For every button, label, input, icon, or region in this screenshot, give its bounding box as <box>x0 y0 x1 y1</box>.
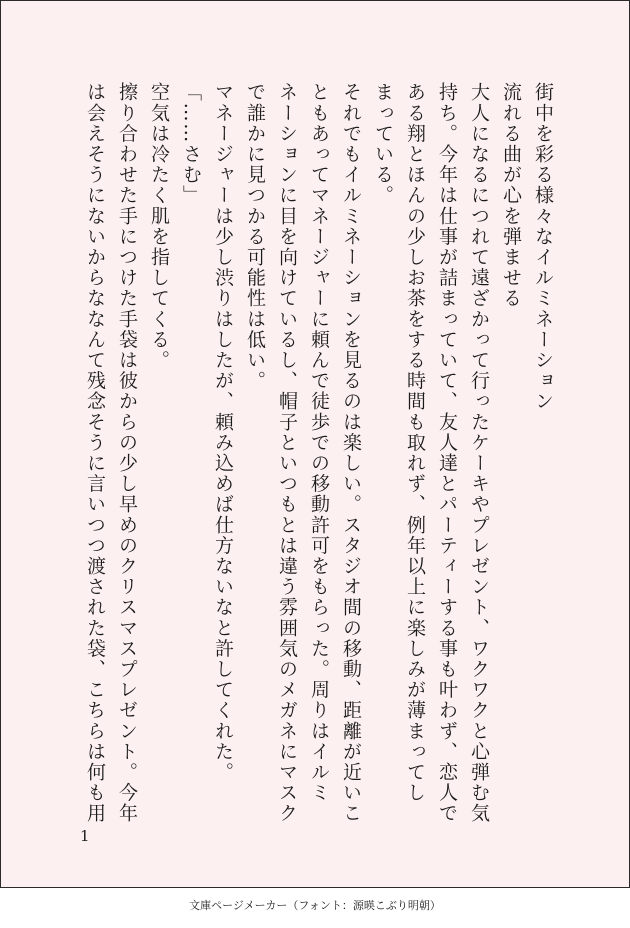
text-line: 空気は冷たく肌を指してくる。 <box>148 82 170 371</box>
text-line: 擦り合わせた手につけた手袋は彼からの少し早めのクリスマスプレゼント。今年 <box>116 82 138 824</box>
text-line: それでもイルミネーションを見るのは楽しい。スタジオ間の移動、距離が近いこ <box>340 82 362 824</box>
text-line: 街中を彩る様々なイルミネーション <box>532 82 554 412</box>
text-line: 大人になるにつれて遠ざかって行ったケーキやプレゼント、ワクワクと心弾む気 <box>468 82 490 824</box>
text-line: ネーションに目を向けているし、帽子といつもとは違う雰囲気のメガネにマスク <box>276 82 298 824</box>
vertical-text-body <box>79 82 559 822</box>
text-line: で誰かに見つかる可能性は低い。 <box>244 82 266 391</box>
text-line: は会えそうにないからななんて残念そうに言いつつ渡された袋、こちらは何も用 <box>84 82 106 824</box>
page-number: 1 <box>80 827 90 845</box>
text-line: ある翔とほんの少しお茶をする時間も取れず、例年以上に楽しみが薄まってし <box>404 82 426 803</box>
text-line: 「……さむ」 <box>180 82 202 206</box>
text-line: 持ち。今年は仕事が詰まっていて、友人達とパーティーする事も叶わず、恋人で <box>436 82 458 824</box>
text-line: まっている。 <box>372 82 394 206</box>
text-line: マネージャーは少し渋りはしたが、頼み込めば仕方ないなと許してくれた。 <box>212 82 234 783</box>
text-line: ともあってマネージャーに頼んで徒歩での移動許可をもらった。周りはイルミ <box>308 82 330 803</box>
text-line: 流れる曲が心を弾ませる <box>500 82 522 309</box>
footer-credit: 文庫ページメーカー（フォント：源暎こぶり明朝） <box>189 899 441 912</box>
